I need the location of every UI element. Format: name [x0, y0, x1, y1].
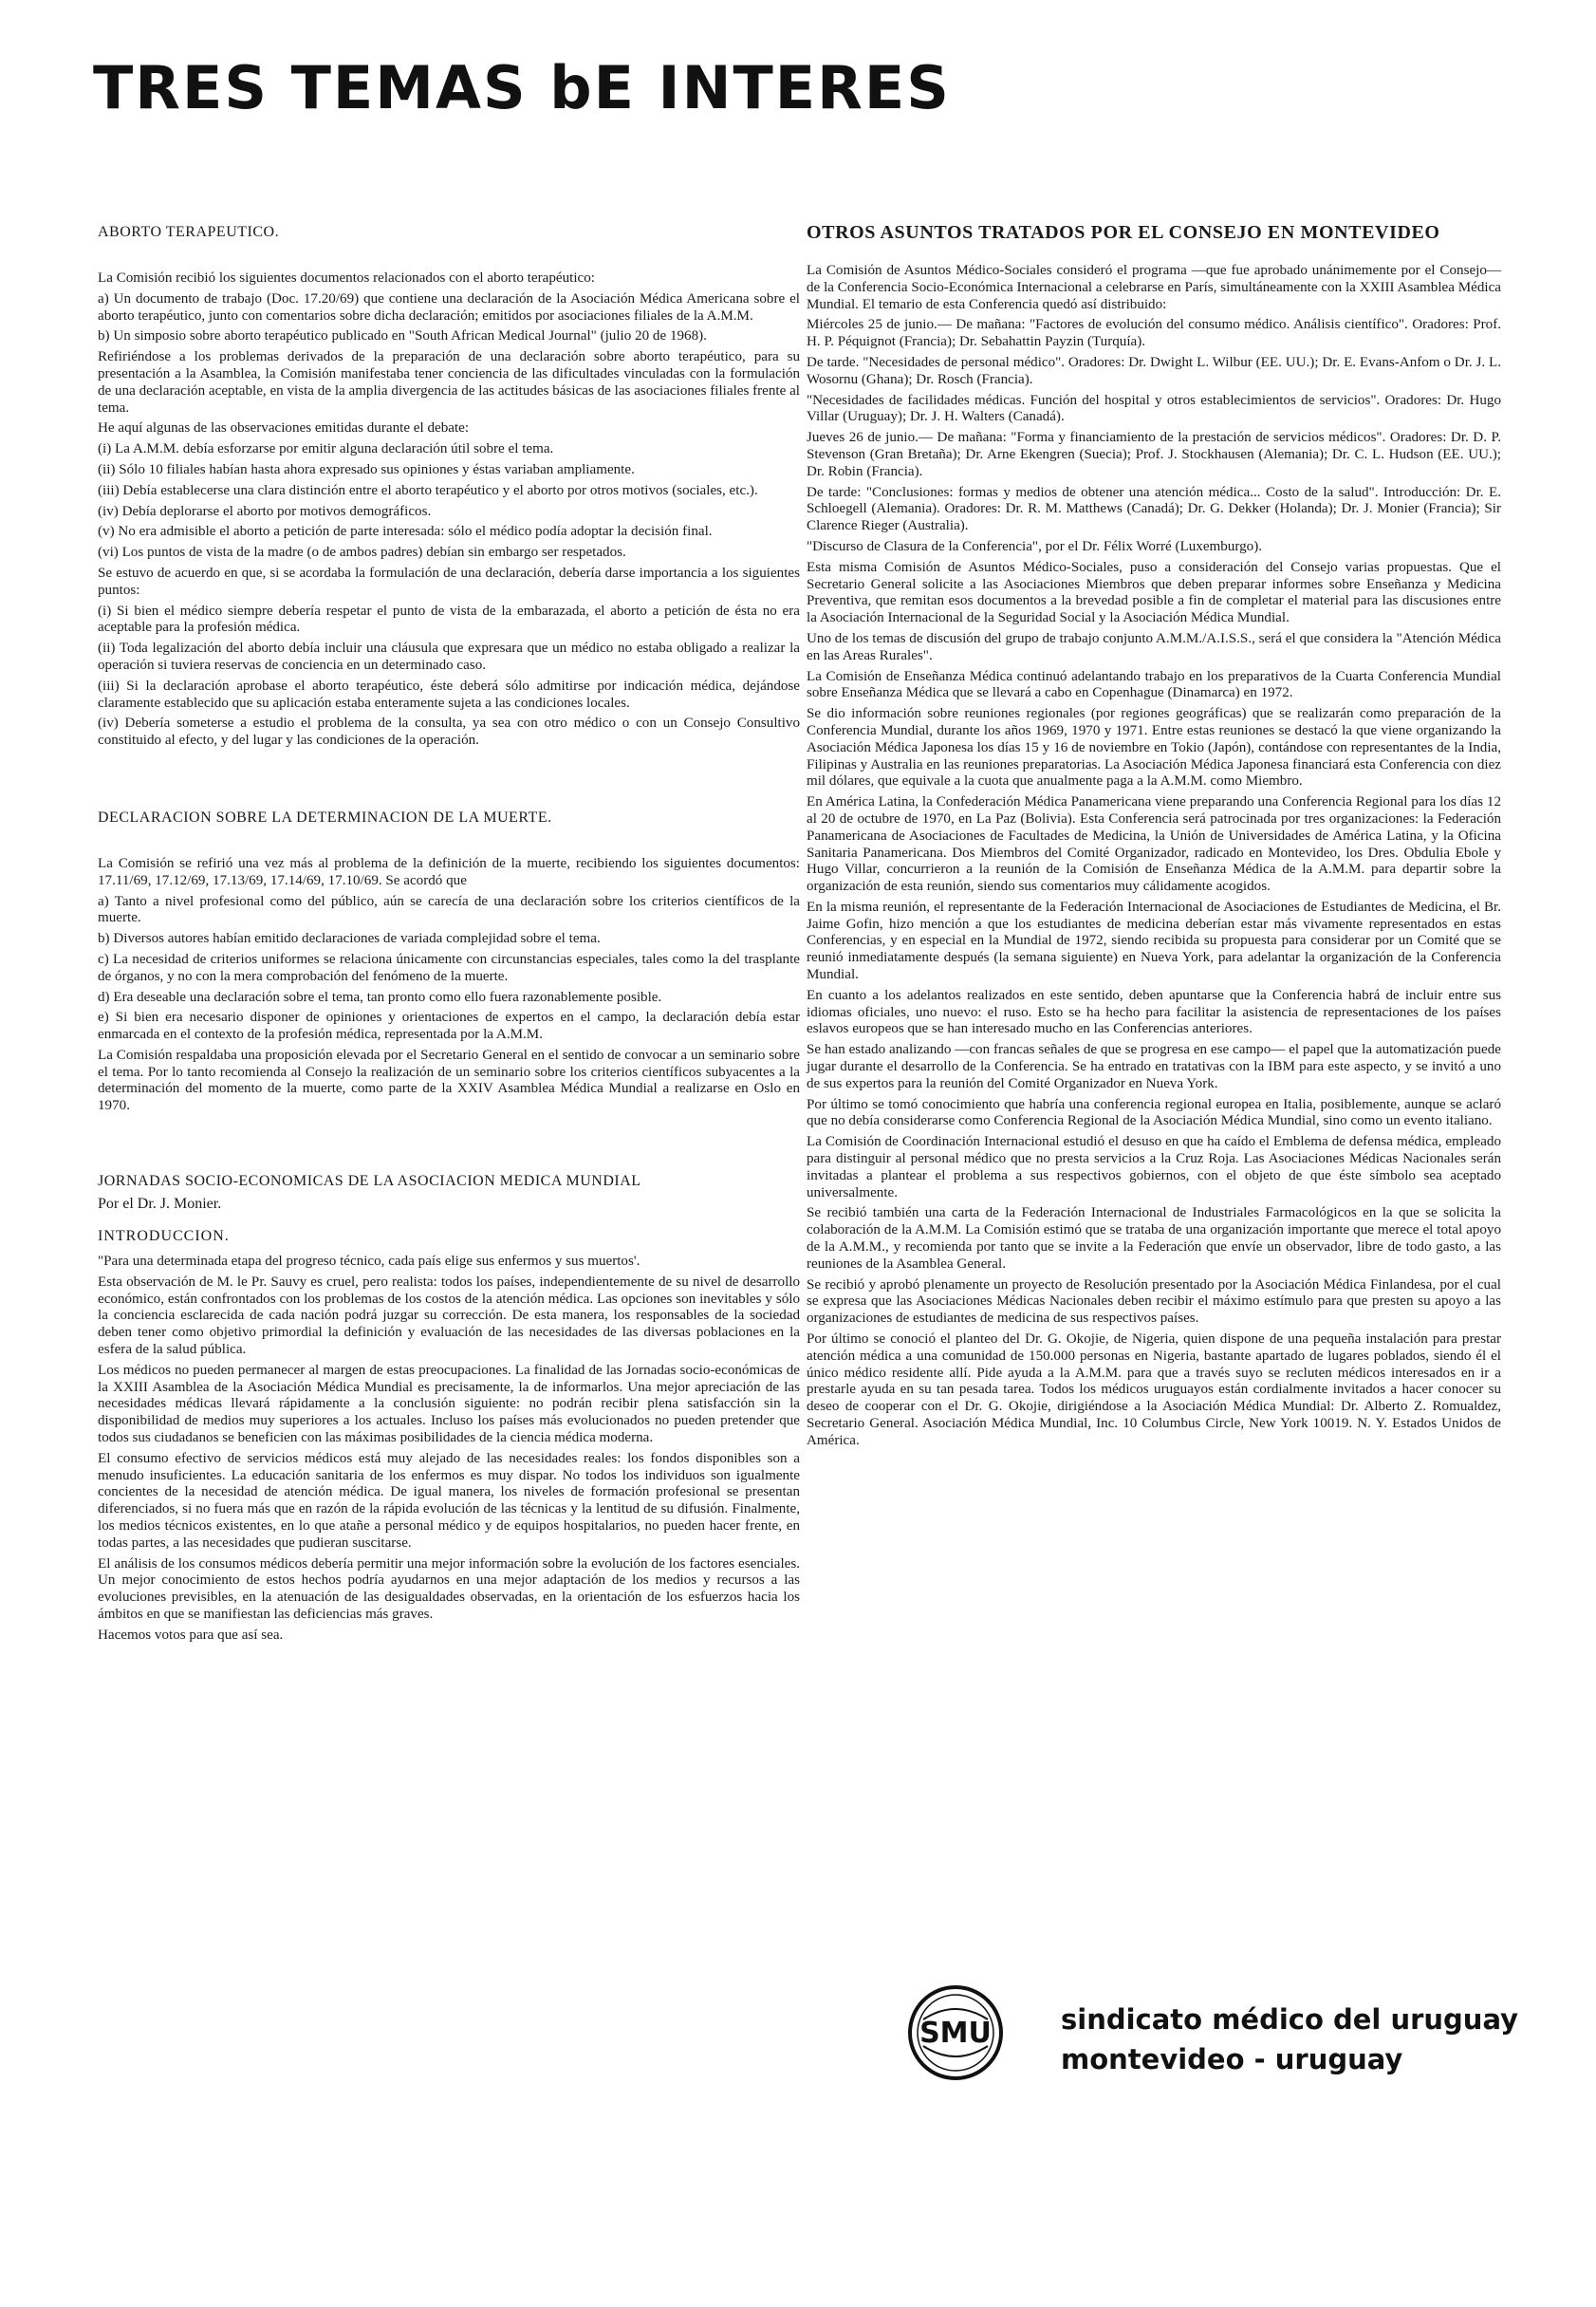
paragraph: Esta observación de M. le Pr. Sauvy es cruel, pero realista: todos los países, independientemente de su nivel de desarrollo económico, están confrontados con los problemas de los costos de la atención médica. Las opciones son inevitables y sólo la conciencia esclarecida de cada nación podrá juzgar su corrección. De esta manera, los responsables de la sociedad deben tener como objetivo primordial la definición y evaluación de las necesidades de las diversas poblaciones en la esfera de la salud pública.	[98, 1274, 800, 1358]
paragraph: "Necesidades de facilidades médicas. Función del hospital y otros establecimientos de servicios". Oradores: Dr. Hugo Villar (Uruguay); Dr. J. H. Walters (Canadá).	[807, 392, 1501, 425]
paragraph: (iv) Debería someterse a estudio el problema de la consulta, ya sea con otro médico o con un Consejo Consultivo constituido al efecto, y del lugar y las condiciones de la operación.	[98, 716, 800, 749]
footer-text	[1061, 2000, 1518, 2079]
paragraph: (iv) Debía deplorarse el aborto por motivos demográficos.	[98, 503, 432, 519]
paragraph: De tarde: "Conclusiones: formas y medios de obtener una atención médica... Costo de la salud". Introducción: Dr. E. Schloegell (Alemania). Oradores: Dr. R. M. Matthews (Canadá); Dr. G. Dekker (Holanda); Dr. J. Monier (Francia); Sir Clarence Rieger (Australia).	[807, 484, 1501, 534]
paragraph: Hacemos votos para que así sea.	[98, 1627, 284, 1643]
paragraph: He aquí algunas de las observaciones emitidas durante el debate:	[98, 420, 470, 437]
paragraph: (i) Si bien el médico siempre debería respetar el punto de vista de la embarazada, el aborto a petición de ésta no era aceptable para la profesión médica.	[98, 603, 800, 636]
paragraph: (ii) Toda legalización del aborto debía incluir una cláusula que expresara que un médico no estaba obligado a realizar la operación si tuviera reservas de conciencia en un determinado caso.	[98, 641, 800, 673]
paragraph: De tarde. "Necesidades de personal médico". Oradores: Dr. Dwight L. Wilbur (EE. UU.); Dr. E. Evans-Anfom o Dr. J. L. Wosornu (Ghana); Dr. Rosch (Francia).	[807, 354, 1501, 387]
paragraph: e) Si bien era necesario disponer de opiniones y orientaciones de expertos en el campo, la declaración debía estar enmarcada en el contexto de la profesión médica, representada por la A.M.M.	[98, 1010, 800, 1043]
paragraph: "Para una determinada etapa del progreso técnico, cada país elige sus enfermos y sus muertos'.	[98, 1254, 640, 1270]
paragraph: Por último se conoció el planteo del Dr. G. Okojie, de Nigeria, quien dispone de una pequeña instalación para prestar atención médica a una comunidad de 150.000 personas en Nigeria, bastante apartado de lugares poblados, siendo él el único médico residente allí. Pide ayuda a la A.M.M. para que a través suyo se recluten médicos interesados en ir a prestarle ayuda en su tan pesada tarea. Todos los médicos uruguayos están cordialmente invitados a hacer conocer su deseo de cooperar con el Dr. G. Okojie, dirigiéndose a la Asociación Médica Mundial: Dr. Alberto Z. Romualdez, Secretario General. Asociación Médica Mundial, Inc. 10 Columbus Circle, New York 10019. N. Y. Estados Unidos de América.	[807, 1331, 1501, 1448]
paragraph: Se recibió también una carta de la Federación Internacional de Industriales Farmacológicos en la que se solicita la colaboración de la A.M.M. La Comisión estimó que se trataba de una organización importante que merece el total apoyo de la A.M.M., y recomienda por tanto que se invite a la Federación que envíe un observador, libre de todo gasto, a las reuniones de la Asamblea General.	[807, 1205, 1501, 1272]
paragraph: (i) La A.M.M. debía esforzarse por emitir alguna declaración útil sobre el tema.	[98, 441, 554, 457]
section-title: ABORTO TERAPEUTICO.	[98, 224, 280, 240]
paragraph: (ii) Sólo 10 filiales habían hasta ahora expresado sus opiniones y éstas variaban ampliamente.	[98, 461, 635, 477]
svg-text:SMU: SMU	[919, 2017, 992, 2050]
paragraph: (v) No era admisible el aborto a petición de parte interesada: sólo el médico podía adoptar la decisión final.	[98, 524, 713, 540]
paragraph: La Comisión de Asuntos Médico-Sociales consideró el programa —que fue aprobado unánimemente por el Consejo— de la Conferencia Socio-Económica Internacional a celebrarse en París, simultáneamente con la XXIII Asamblea Médica Mundial. El temario de esta Conferencia quedó así distribuido:	[807, 263, 1501, 312]
smu-logo-icon	[906, 1983, 1005, 2082]
intro-label: INTRODUCCION.	[98, 1228, 230, 1245]
paragraph: La Comisión de Coordinación Internacional estudió el desuso en que ha caído el Emblema de defensa médica, empleado para distinguir al personal médico que no presta servicios a la Cruz Roja. Las Asociaciones Médicas Nacionales serán invitadas a plantear el problema a sus respectivos gobiernos, con el objeto de que éste símbolo sea aceptado universalmente.	[807, 1134, 1501, 1200]
paragraph: (vi) Los puntos de vista de la madre (o de ambos padres) debían sin embargo ser respetados.	[98, 545, 626, 561]
section-author: Por el Dr. J. Monier.	[98, 1196, 222, 1213]
paragraph: Se recibió y aprobó plenamente un proyecto de Resolución presentado por la Asociación Médica Finlandesa, por el cual se expresa que las Asociaciones Médicas Nacionales deben recibir el máximo estímulo para que presten su apoyo a las organizaciones de estudiantes de medicina de sus respectivos países.	[807, 1276, 1501, 1327]
paragraph: (iii) Debía establecerse una clara distinción entre el aborto terapéutico y el aborto por otros motivos (sociales, etc.).	[98, 482, 758, 498]
paragraph: En América Latina, la Confederación Médica Panamericana viene preparando una Conferencia Regional para los días 12 al 20 de octubre de 1970, en La Paz (Bolivia). Esta Conferencia será patrocinada por tres organizaciones: la Federación Panamericana de Asociaciones de Facultades de Medicina, la Unión de Universidades de América Latina, y la Oficina Sanitaria Panamericana. Dos Miembros del Comité Organizador, radicado en Montevideo, los Dres. Obdulia Ebole y Hugo Villar, concurrieron a la reunión de la Comisión de Enseñanza Médica de la A.M.M. para departir sobre la organización de esta reunión, siendo sus comentarios muy cálidamente acogidos.	[807, 794, 1501, 895]
paragraph: Se estuvo de acuerdo en que, si se acordaba la formulación de una declaración, debería darse importancia a los siguientes puntos:	[98, 565, 800, 598]
paragraph: Se dio información sobre reuniones regionales (por regiones geográficas) que se realizarán como preparación de la Conferencia Mundial, durante los años 1969, 1970 y 1971. Entre estas reuniones se destacó la que viene organizando la Asociación Médica Japonesa los días 15 y 16 de noviembre en Tokio (Japón), contándose con representantes de la India, Filipinas y Australia en las reuniones preparatorias. La Asociación Médica Japonesa financiará esta Conferencia con diez mil dólares, que equivale a la cuota que anualmente paga a la A.M.M. como Miembro.	[807, 706, 1501, 790]
paragraph: a) Tanto a nivel profesional como del público, aún se carecía de una declaración sobre los criterios científicos de la muerte.	[98, 893, 800, 926]
section-title: OTROS ASUNTOS TRATADOS POR EL CONSEJO EN MONTEVIDEO	[807, 222, 1440, 243]
section-body	[98, 856, 800, 1115]
paragraph: d) Era deseable una declaración sobre el tema, tan pronto como ello fuera razonablemente posible.	[98, 989, 662, 1005]
paragraph: La Comisión recibió los siguientes documentos relacionados con el aborto terapéutico:	[98, 270, 595, 286]
section-title: JORNADAS SOCIO-ECONOMICAS DE LA ASOCIACION MEDICA MUNDIAL	[98, 1173, 641, 1190]
paragraph: Refiriéndose a los problemas derivados de la preparación de una declaración sobre aborto terapéutico, para su presentación a la Asamblea, la Comisión manifestaba tener conciencia de las dificultades vinculadas con la formulación de una declaración aceptable, en vista de la amplia divergencia de las actitudes básicas de las asociaciones filiales frente al tema.	[98, 349, 800, 416]
paragraph: Jueves 26 de junio.— De mañana: "Forma y financiamiento de la prestación de servicios médicos". Oradores: Dr. D. P. Stevenson (Gran Bretaña); Dr. Arne Ekengren (Suecia); Prof. J. Stockhausen (Alemania); Dr. C. L. Hudson (EE. UU.); Dr. Robin (Francia).	[807, 430, 1501, 479]
section-body	[98, 270, 800, 750]
paragraph: La Comisión de Enseñanza Médica continuó adelantando trabajo en los preparativos de la Cuarta Conferencia Mundial sobre Enseñanza Médica que se llevará a cabo en Copenhague (Dinamarca) en 1972.	[807, 668, 1501, 701]
paragraph: Uno de los temas de discusión del grupo de trabajo conjunto A.M.M./A.I.S.S., será el que considera la "Atención Médica en las Areas Rurales".	[807, 630, 1501, 663]
footer-line-1: sindicato médico del uruguay	[1061, 2003, 1519, 2036]
paragraph: La Comisión se refirió una vez más al problema de la definición de la muerte, recibiendo los siguientes documentos: 17.11/69, 17.12/69, 17.13/69, 17.14/69, 17.10/69. Se acordó que	[98, 855, 800, 888]
section-jornadas	[98, 1172, 800, 1645]
paragraph: Se han estado analizando —con francas señales de que se progresa en ese campo— el papel que la automatización puede jugar durante el desarrollo de la Conferencia. Se ha entrado en tratativas con la IBM para este aspecto, y se invitó a uno de sus expertos para la reunión del Comité Organizador en Nueva York.	[807, 1042, 1501, 1091]
paragraph: "Discurso de Clasura de la Conferencia", por el Dr. Félix Worré (Luxemburgo).	[807, 538, 1262, 554]
left-column	[98, 223, 800, 1648]
section-determinacion-muerte	[98, 809, 800, 1115]
paragraph: Miércoles 25 de junio.— De mañana: "Factores de evolución del consumo médico. Análisis científico". Oradores: Prof. H. P. Péquignot (Francia); Dr. Sebahattin Payzin (Turquía).	[807, 317, 1501, 350]
paragraph: La Comisión respaldaba una proposición elevada por el Secretario General en el sentido de convocar a un seminario sobre el tema. Por lo tanto recomienda al Consejo la realización de un seminario sobre los criterios científicos subyacentes a la determinación del momento de la muerte, como parte de la XXIV Asamblea Médica Mundial a realizarse en Oslo en 1970.	[98, 1047, 800, 1114]
paragraph: Los médicos no pueden permanecer al margen de estas preocupaciones. La finalidad de las Jornadas socio-económicas de la XXIII Asamblea de la Asociación Médica Mundial es precisamente, la de informarlos. Una mejor apreciación de las necesidades médicas llevará rápidamente a la conclusión siguiente: no podrán recibir plena satisfacción sin la disponibilidad de medios muy superiores a los actuales. Incluso los países más evolucionados no pueden pretender que todos sus ciudadanos se beneficien con las máximas posibilidades de la ciencia médica moderna.	[98, 1362, 800, 1446]
section-body	[98, 1254, 800, 1645]
paragraph: (iii) Si la declaración aprobase el aborto terapéutico, éste deberá sólo admitirse por indicación médica, dejándose claramente establecido que su aplicación estaba enteramente sujeta a las condiciones locales.	[98, 678, 800, 711]
paragraph: b) Diversos autores habían emitido declaraciones de variada complejidad sobre el tema.	[98, 931, 601, 947]
paragraph: En cuanto a los adelantos realizados en este sentido, deben apuntarse que la Conferencia habrá de incluir entre sus idiomas oficiales, uno nuevo: el ruso. Esto se ha hecho para facilitar la asistencia de representaciones de los países eslavos europeos que se han interesado mucho en las Conferencias anteriores.	[807, 987, 1501, 1037]
paragraph: Esta misma Comisión de Asuntos Médico-Sociales, puso a consideración del Consejo varias propuestas. Que el Secretario General solicite a las Asociaciones Miembros que deben preparar informes sobre Enseñanza y Medicina Preventiva, que remitan esos documentos a la brevedad posible a fin de completar el material para las discusiones entre la Asociación Internacional de la Seguridad Social y la Asociación Médica Mundial.	[807, 559, 1501, 626]
paragraph: b) Un simposio sobre aborto terapéutico publicado en "South African Medical Journal" (julio 20 de 1968).	[98, 328, 707, 344]
smu-logo	[906, 1983, 1005, 2082]
section-title: DECLARACION SOBRE LA DETERMINACION DE LA MUERTE.	[98, 809, 552, 826]
paragraph: a) Un documento de trabajo (Doc. 17.20/69) que contiene una declaración de la Asociación Médica Americana sobre el aborto terapéutico, junto con comentarios sobre dicha declaración; emitidos por asociaciones filiales de la A.M.M.	[98, 290, 800, 324]
page-headline: TRES TEMAS bE INTERES	[93, 53, 951, 122]
paragraph: c) La necesidad de criterios uniformes se relaciona únicamente con circunstancias especiales, tales como la del trasplante de órganos, y no con la mera comprobación del fenómeno de la muerte.	[98, 951, 800, 984]
footer-line-2: montevideo - uruguay	[1061, 2043, 1403, 2075]
right-column	[807, 223, 1501, 1454]
paragraph: Por último se tomó conocimiento que habría una conferencia regional europea en Italia, posiblemente, aunque se aclaró que no debía considerarse como Conferencia Regional de la Asociación Médica Mundial, sino como un evento italiano.	[807, 1096, 1501, 1129]
paragraph: En la misma reunión, el representante de la Federación Internacional de Asociaciones de Estudiantes de Medicina, el Br. Jaime Gofin, hizo mención a que los estudiantes de medicina deberían estar más vivamente representados en estas Conferencias, y en especial en la Mundial de 1972, siendo recibida su propuesta para considerar por un Comité que se reunió inmediatamente después (la semana siguiente) en Nueva York, para adelantar la organización de la Conferencia Mundial.	[807, 899, 1501, 983]
section-body	[807, 263, 1501, 1450]
section-aborto	[98, 223, 800, 750]
paragraph: El consumo efectivo de servicios médicos está muy alejado de las necesidades reales: los fondos disponibles son a menudo insuficientes. La educación sanitaria de los enfermos es muy dispar. No todos los individuos son igualmente concientes de la necesidad de atención médica. De igual manera, los niveles de formación profesional se presentan diferenciados, si no fuera más que en razón de la rápida evolución de las técnicas y la lentitud de su difusión. Finalmente, los medios técnicos existentes, en lo que atañe a personal médico y de equipos hospitalarios, no pueden hacer frente, en todas partes, a las necesidades que pudieran suscitarse.	[98, 1450, 800, 1551]
paragraph: El análisis de los consumos médicos debería permitir una mejor información sobre la evolución de los factores esenciales. Un mejor conocimiento de estos hechos podría ayudarnos en una mejor adaptación de los medios y recursos a las evoluciones previsibles, en la atenuación de las desigualdades observadas, en la orientación de los esfuerzos hacia los ámbitos en que se manifiestan las deficiencias más graves.	[98, 1555, 800, 1623]
